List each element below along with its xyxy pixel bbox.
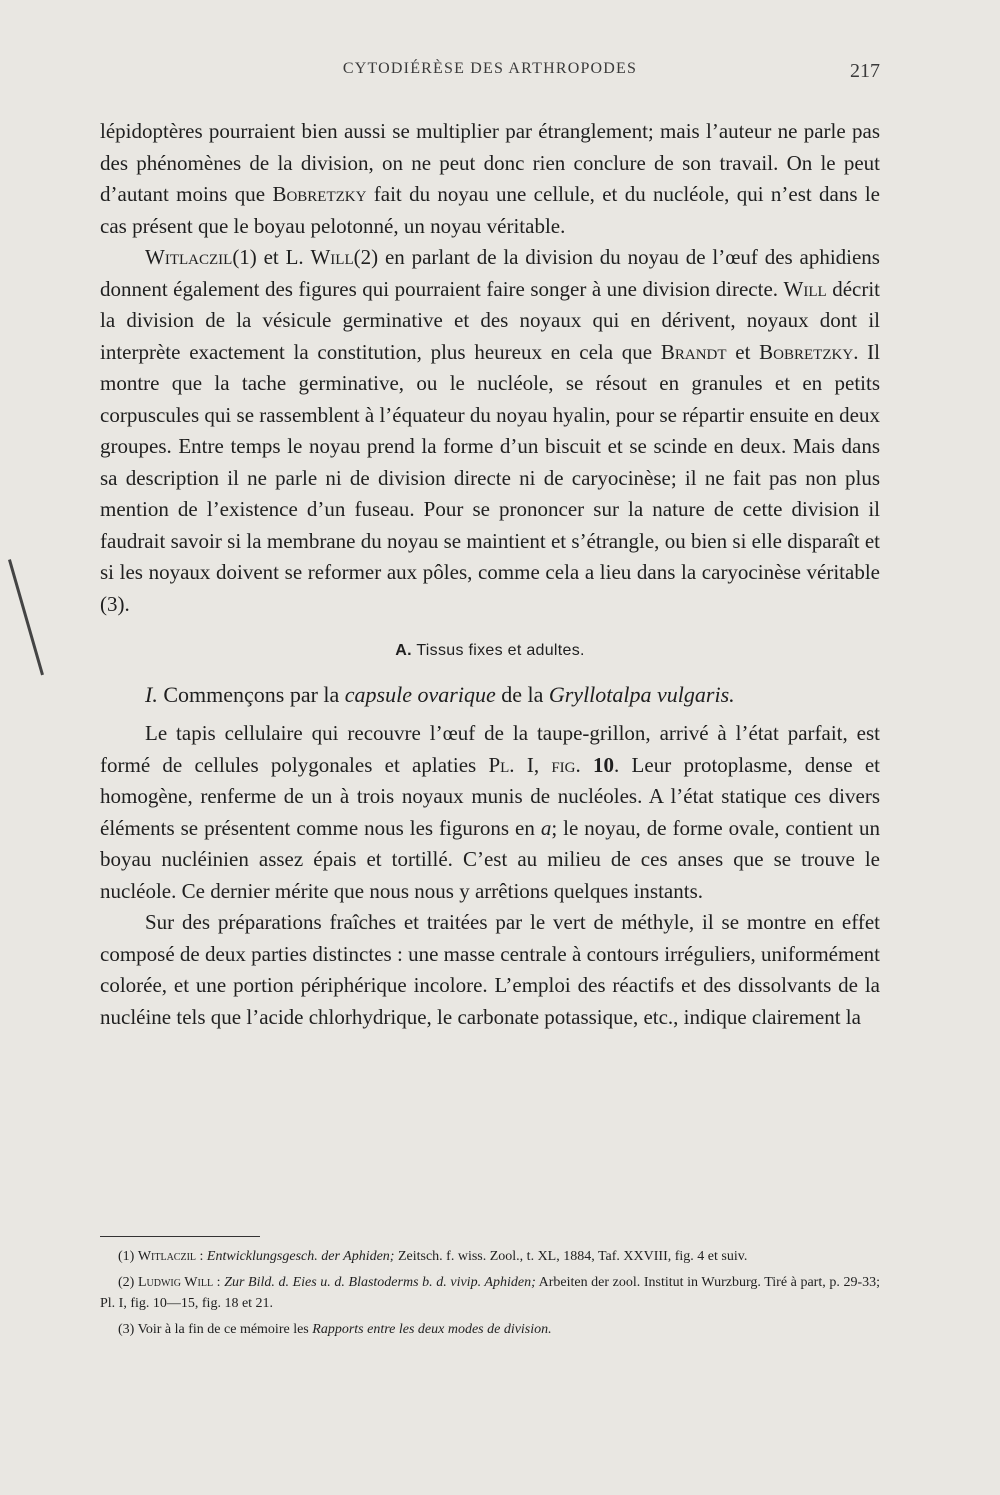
footnote-3: [100, 1319, 880, 1340]
page-header: [100, 60, 880, 90]
paragraph-4: Sur des préparations fraîches et traitées par le vert de méthyle, il se montre en effet composé de deux parties distinctes : une masse centrale à contours irréguliers, uniformément colorée, et une portion périphérique incolore. L’emploi des réactifs et des dissolvants de la nucléine tels que l’acide chlorhydrique, le carbonate potassique, etc., indique clairement la: [100, 910, 880, 1029]
paragraph-2-text-b: (2) en parlant de la division du noyau de l’œuf des aphidiens donnent également des figures qui pourraient faire songer à une division directe.: [100, 245, 880, 301]
footnote-2-sep: :: [213, 1275, 225, 1290]
footnote-1-rest: Zeitsch. f. wiss. Zool., t. XL, 1884, Taf. XXVIII, fig. 4 et suiv.: [394, 1249, 748, 1264]
paragraph-3: [100, 718, 880, 907]
paragraph-1-text-b: fait du noyau une cellule, et du nucléole, qui n’est dans le cas présent que le boyau pelotonné, un noyau véritable.: [100, 182, 880, 238]
footnote-2-num: (2): [118, 1275, 135, 1290]
item-numeral: I.: [145, 682, 158, 707]
fig-number: 10: [593, 752, 615, 777]
footnote-3-text: Voir à la fin de ce mémoire les: [134, 1322, 313, 1337]
footnote-2-title: Zur Bild. d. Eies u. d. Blastoderms b. d. vivip. Aphiden;: [224, 1275, 536, 1290]
paragraph-2: [100, 242, 880, 620]
paragraph-3-text-b: I,: [514, 752, 552, 777]
body-text: [100, 116, 880, 1033]
author-name-bobretzky-2: Bobretzky: [759, 339, 854, 364]
paragraph-2-text-c: décrit la division de la vésicule germinative et des noyaux qui en dérivent, noyaux dont il interprète exactement la constitution, plus heureux en cela que: [100, 276, 880, 364]
item-text-c: de la: [495, 682, 549, 707]
paragraph-2-text-a: (1) et L.: [232, 245, 311, 269]
section-heading: [100, 642, 880, 660]
footnote-1-sep: :: [196, 1249, 207, 1264]
item-text-species: Gryllotalpa vulgaris.: [548, 682, 735, 707]
margin-pencil-mark: [8, 559, 44, 675]
item-text-capsule: capsule ovarique: [344, 682, 496, 707]
author-name-will-2: Will: [783, 276, 827, 301]
running-title: CYTODIÉRÈSE DES ARTHROPODES: [342, 60, 638, 77]
paragraph-3-text-d: . Leur protoplasme, dense et homogène, renferme de un à trois noyaux munis de nucléoles. A l’état statique ces divers éléments se présentent comme nous les figurons en: [100, 752, 881, 840]
author-name-witlaczil: Witlaczil: [145, 245, 233, 269]
footnote-2: [100, 1272, 880, 1314]
author-name-brandt: Brandt: [660, 339, 727, 364]
fig-ref: fig.: [551, 752, 581, 777]
section-title: Tissus fixes et adultes.: [416, 642, 585, 659]
footnote-1-num: (1): [118, 1249, 135, 1264]
footnote-1-author: Witlaczil: [137, 1249, 197, 1264]
plate-ref: Pl.: [488, 752, 515, 777]
author-name-will: Will: [310, 245, 354, 269]
figure-letter: a: [540, 815, 552, 840]
paragraph-3-text-a: Le tapis cellulaire qui recouvre l’œuf de la taupe-grillon, arrivé à l’état parfait, est formé de cellules polygonales et aplaties: [100, 721, 880, 777]
item-text-a: Commençons par la: [163, 682, 345, 707]
author-name-bobretzky: Bobretzky: [272, 182, 367, 206]
footnote-3-title: Rapports entre les deux modes de division.: [312, 1322, 552, 1337]
footnote-1: [100, 1246, 880, 1267]
paragraph-2-text-e: . Il montre que la tache germinative, ou le nucléole, se résout en granules et en petits corpuscules qui se rassemblent à l’équateur du noyau hyalin, pour se répartir ensuite en deux groupes. Entre temps le noyau prend la forme d’un biscuit et se scinde en deux. Mais dans sa description il ne parle ni de division directe ni de caryocinèse; il ne fait pas non plus mention de l’existence d’un fuseau. Pour se prononcer sur la nature de cette division il faudrait savoir si la membrane du noyau se maintient et s’étrangle, ou bien si elle disparaît et si les noyaux doivent se reformer aux pôles, comme cela a lieu dans la caryocinèse véritable (3).: [100, 339, 881, 616]
paragraph-3-text-e: ; le noyau, de forme ovale, contient un boyau nucléinien assez épais et tortillé. C’est au milieu de ces anses que se trouve le nucléole. Ce dernier mérite que nous nous y arrêtions quelques instants.: [100, 815, 880, 903]
paragraph-3-space: [581, 753, 593, 777]
page-number: 217: [850, 60, 880, 82]
footnote-2-rest: Arbeiten der zool. Institut in Wurzburg. Tiré à part, p. 29-33; Pl. I, fig. 10—15, fig. 18 et 21.: [100, 1275, 881, 1311]
footnote-2-author: Ludwig Will: [137, 1275, 214, 1290]
section-letter: A.: [395, 642, 412, 659]
footnote-1-title: Entwicklungsgesch. der Aphiden;: [206, 1249, 395, 1264]
paragraph-1-text-a: lépidoptères pourraient bien aussi se multiplier par étranglement; mais l’auteur ne parle pas des phénomènes de la division, on ne peut donc rien conclure de son travail. On le peut d’autant moins que: [100, 119, 880, 206]
item-heading: [145, 682, 880, 708]
footnote-3-num: (3): [118, 1322, 135, 1337]
footnote-rule: [100, 1236, 260, 1237]
paragraph-1: [100, 116, 880, 242]
paragraph-2-text-d: et: [726, 339, 760, 364]
footnotes: [100, 1246, 880, 1345]
